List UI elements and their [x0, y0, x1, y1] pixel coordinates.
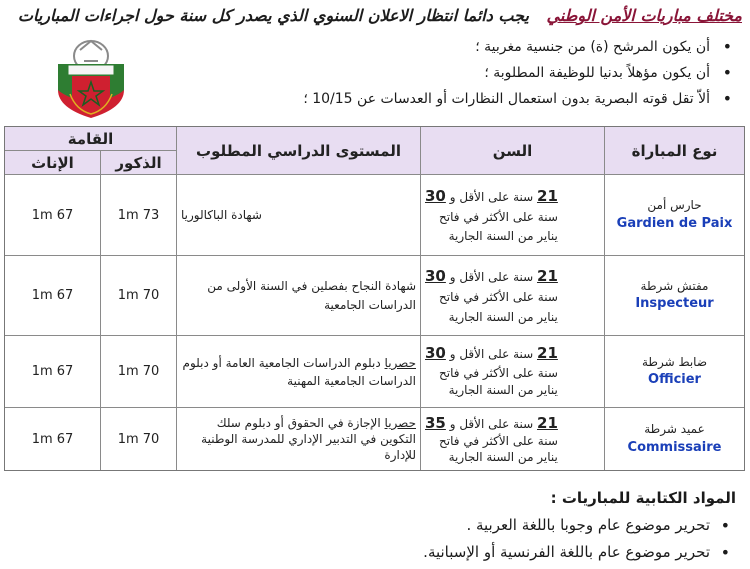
condition-item: • أن يكون المرشح (ة) من جنسية مغربية ؛ — [176, 34, 736, 60]
table-row-type — [605, 256, 744, 336]
age-min: 21 — [537, 186, 558, 205]
list-item: • تحرير موضوع عام باللغة الفرنسية أو الإسبانية. — [56, 539, 736, 566]
age-max: 30 — [425, 186, 446, 205]
table-row-education: شهادة النجاح بفصلين في السنة الأولى من الدراسات الجامعية — [177, 256, 421, 336]
type-fr: Gardien de Paix — [616, 215, 733, 231]
header-female: الإناث — [5, 151, 101, 175]
age-min: 21 — [537, 413, 558, 432]
condition-item: • ألاّ تقل قوته البصرية بدون استعمال النظارات أو العدسات عن 10/15 ؛ — [176, 86, 736, 112]
table-row-male: 1m 70 — [101, 336, 177, 408]
age-min: 21 — [537, 267, 558, 286]
table-row-education: حصريا الإجازة في الحقوق أو دبلوم سلك التكوين في التدبير الإداري للمدرسة الوطنية للإدارة — [177, 408, 421, 470]
police-logo-icon — [50, 36, 132, 120]
education-prefix: حصريا — [384, 415, 416, 430]
header-male: الذكور — [101, 151, 177, 175]
conditions-list — [176, 34, 736, 112]
age-max: 30 — [425, 267, 446, 286]
table-row-age: 21 سنة على الأقل و 30 سنة على الأكثر في فاتح يناير من السنة الجارية — [421, 256, 605, 336]
table-row-age: 21 سنة على الأقل و 35 سنة على الأكثر في فاتح يناير من السنة الجارية — [421, 408, 605, 470]
age-max: 30 — [425, 344, 446, 363]
table-row-type — [605, 336, 744, 408]
education-prefix: حصريا — [384, 355, 416, 370]
table-row-male: 1m 70 — [101, 256, 177, 336]
type-ar: عميد شرطة — [644, 422, 705, 437]
list-item: • تحرير موضوع عام وجوبا باللغة العربية . — [56, 512, 736, 539]
table-row-education: حصريا دبلوم الدراسات الجامعية العامة أو دبلوم الدراسات الجامعية المهنية — [177, 336, 421, 408]
header-height: القامة — [5, 127, 177, 151]
table-row-male: 1m 73 — [101, 175, 177, 256]
page-title: مختلف مباريات الأمن الوطني — [546, 6, 742, 25]
table-row-female: 1m 67 — [5, 336, 101, 408]
header-age: السن — [421, 127, 605, 175]
table-row-female: 1m 67 — [5, 408, 101, 470]
table-row-female: 1m 67 — [5, 175, 101, 256]
written-subjects-list — [56, 512, 736, 566]
written-subjects-title: المواد الكتابية للمباريات : — [550, 489, 736, 507]
table-row-age: 21 سنة على الأقل و 30 سنة على الأكثر في فاتح يناير من السنة الجارية — [421, 175, 605, 256]
title-line — [17, 6, 742, 25]
type-ar: ضابط شرطة — [641, 354, 708, 369]
type-ar: حارس أمن — [647, 198, 702, 213]
table-row-age: 21 سنة على الأقل و 30 سنة على الأكثر في فاتح يناير من السنة الجارية — [421, 336, 605, 408]
type-fr: Commissaire — [627, 439, 722, 455]
age-min: 21 — [537, 344, 558, 363]
page-subtitle: يجب دائما انتظار الاعلان السنوي الذي يصدر كل سنة حول اجراءات المباريات — [17, 6, 529, 25]
age-max: 35 — [425, 413, 446, 432]
table-row-type — [605, 175, 744, 256]
type-ar: مفتش شرطة — [640, 278, 709, 293]
table-row-female: 1m 67 — [5, 256, 101, 336]
type-fr: Inspecteur — [635, 296, 714, 312]
type-fr: Officier — [648, 372, 701, 388]
header-type: نوع المباراة — [605, 127, 744, 175]
table-row-type — [605, 408, 744, 470]
header — [0, 0, 750, 118]
written-subjects — [56, 484, 736, 566]
header-education: المستوى الدراسي المطلوب — [177, 127, 421, 175]
contests-table — [4, 126, 745, 471]
table-row-male: 1m 70 — [101, 408, 177, 470]
condition-item: • أن يكون مؤهلاً بدنيا للوظيفة المطلوبة ؛ — [176, 60, 736, 86]
table-row-education: شهادة الباكالوريا — [177, 175, 421, 256]
